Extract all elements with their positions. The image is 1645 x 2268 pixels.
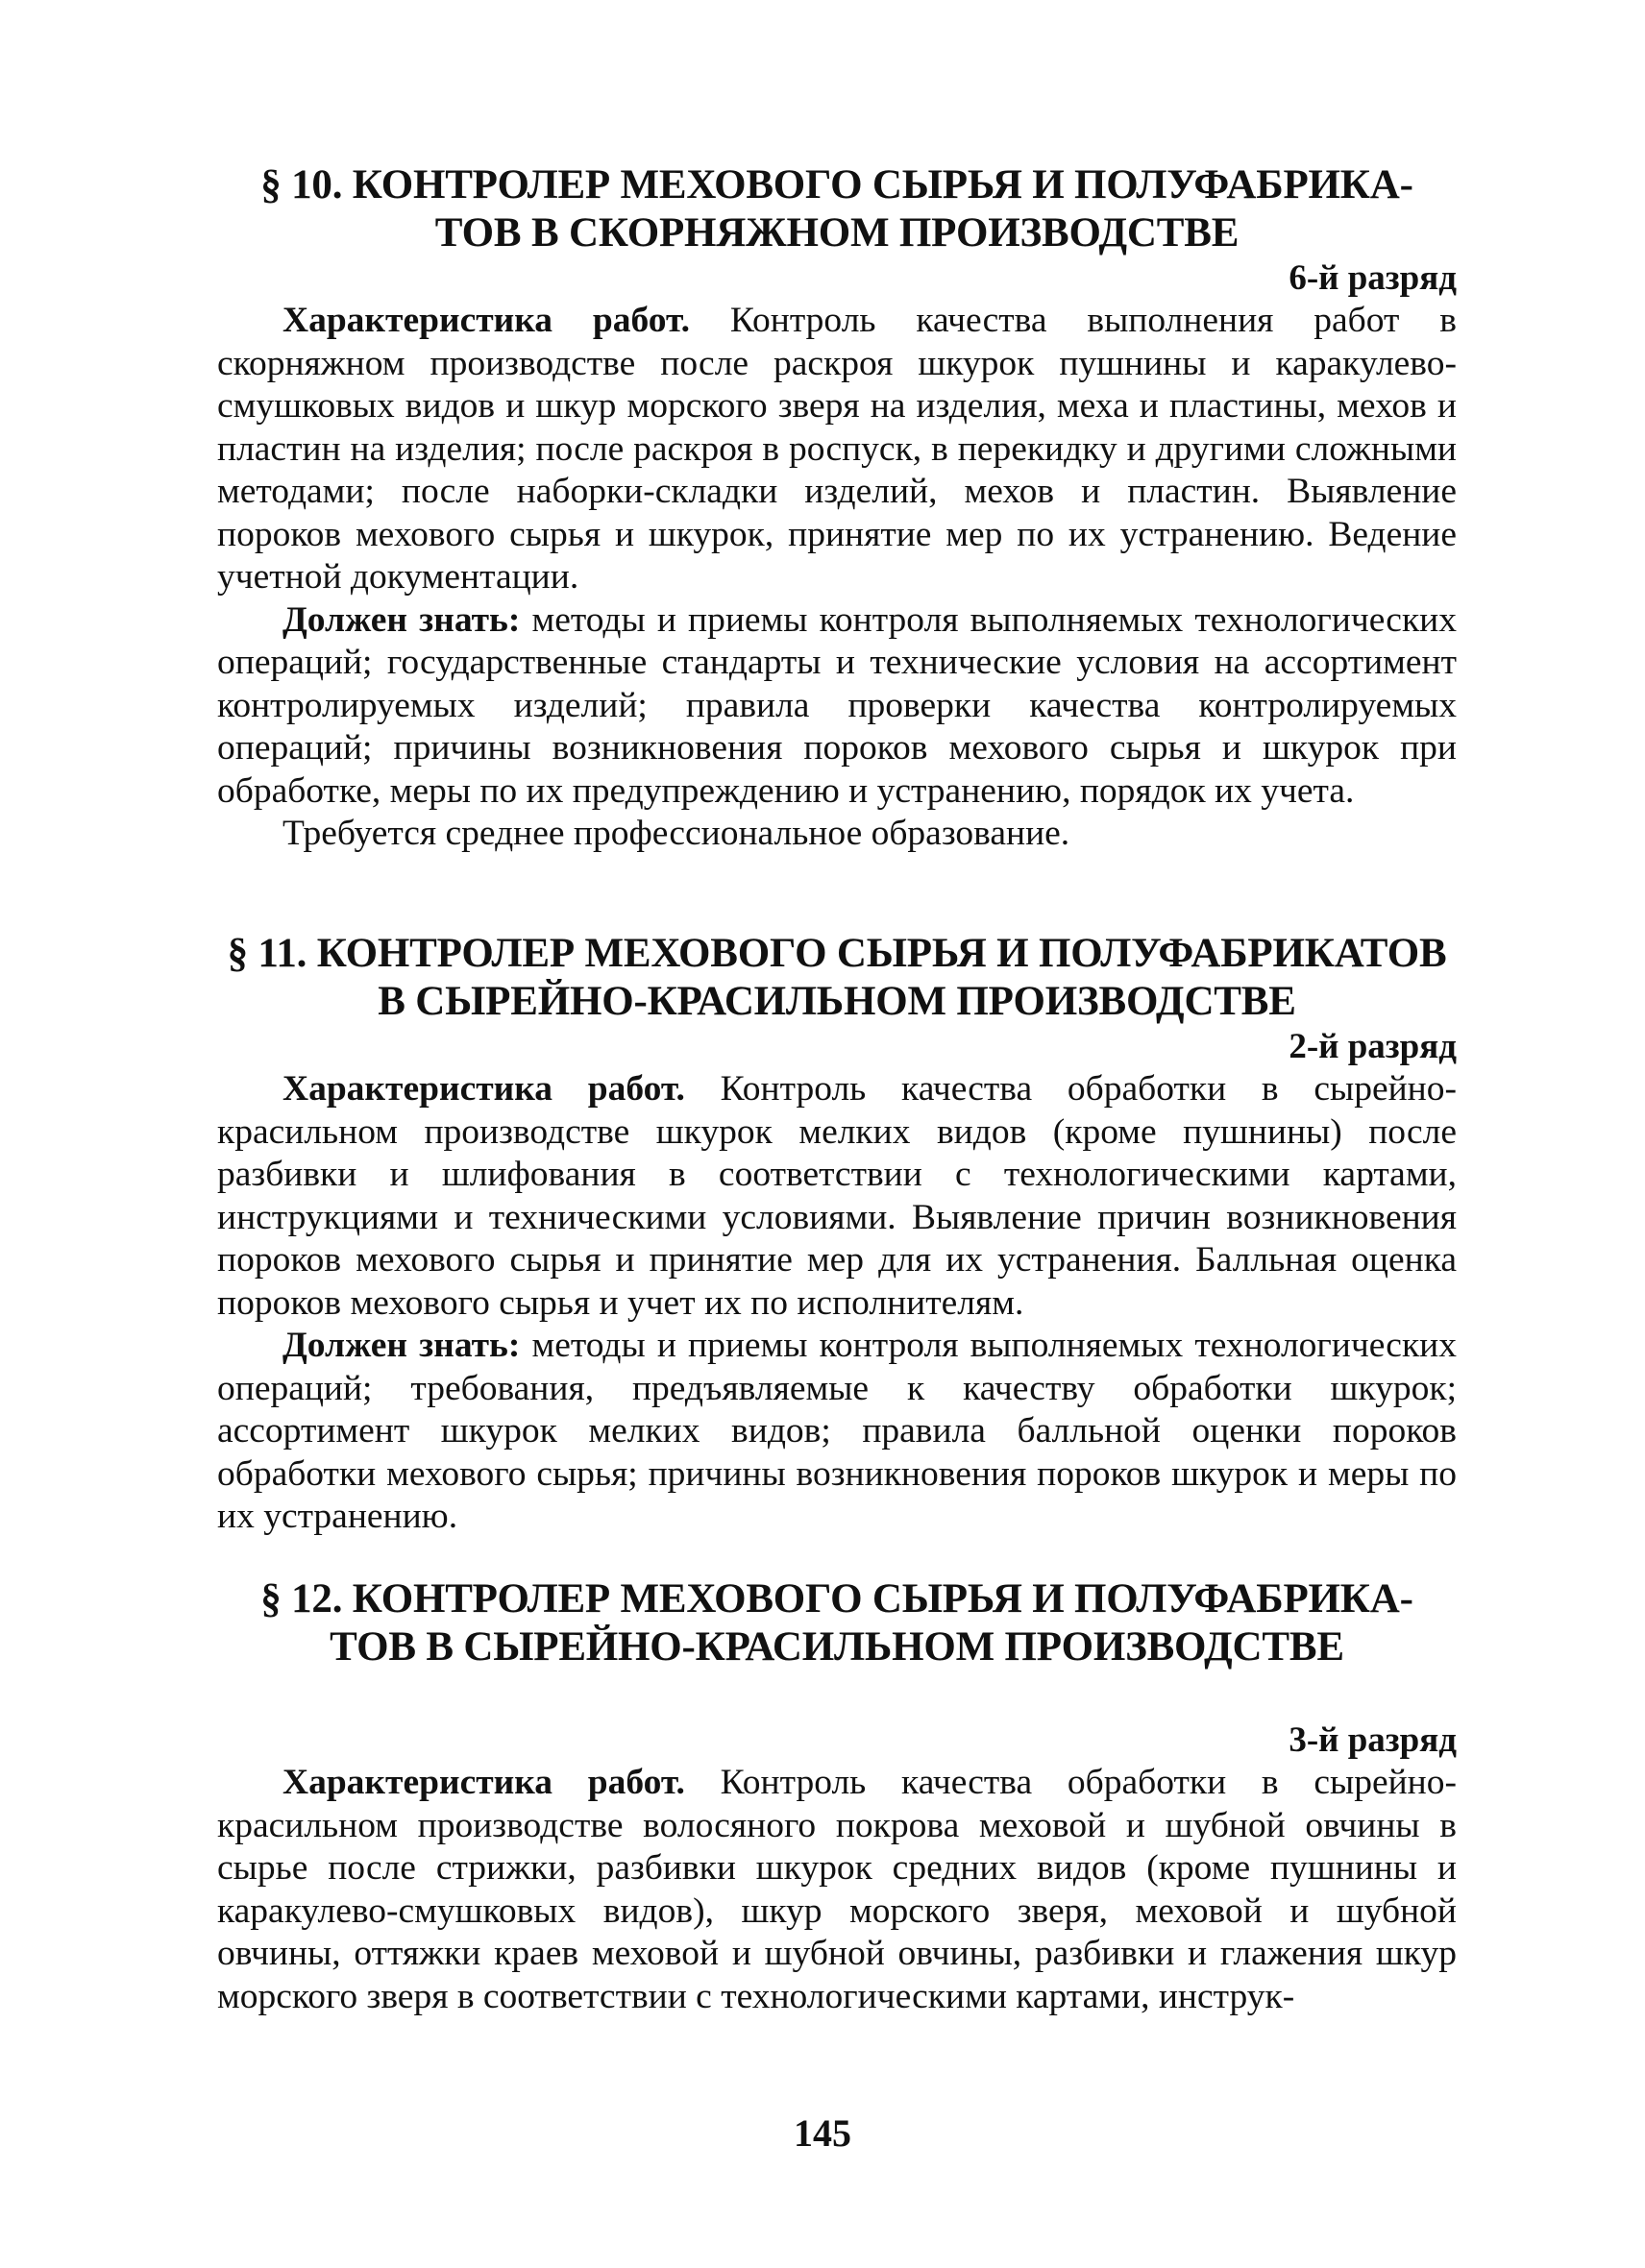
section-10-characteristics-text: Контроль качества выполнения работ в скорняжном производстве после раскроя шкурок пушнины и каракулево-смушковых видов и шкур морского зверя на изделия, меха и пластины, мехов и пластин на изделия; после раскроя в роспуск, в перекидку и другими сложными методами; после наборки-складки изделий, мехов и пластин. Выявление пороков мехового сырья и шкурок, принятие мер по их устранению. Ведение учетной документации. [217,301,1457,597]
section-11-knowledge [217,1325,1457,1539]
section-10-grade: 6-й разряд [1289,258,1457,298]
section-10-heading [217,161,1457,257]
section-10-knowledge-lead: Должен знать: [282,599,521,640]
section-11-characteristics-text: Контроль качества обработки в сырейно-красильном производстве шкурок мелких видов (кроме пушнины) после разбивки и шлифования в соответствии с технологическими картами, инструкциями и техническими условиями. Выявление причин возникновения пороков мехового сырья и принятие мер для их устранения. Балльная оценка пороков мехового сырья и учет их по исполнителям. [217,1069,1457,1323]
section-10-knowledge [217,599,1457,814]
section-11-knowledge-lead: Должен знать: [282,1326,521,1365]
section-12 [217,1575,1457,2018]
section-10 [217,161,1457,856]
section-11-knowledge-text: методы и приемы контроля выполняемых технологических операций; требования, предъявляемые к качеству обработки шкурок; ассортимент шкурок мелких видов; правила балльной оценки пороков обработки мехового сырья; причины возникновения пороков шкурок и меры по их устранению. [217,1326,1457,1536]
section-11-characteristics-lead: Характеристика работ. [282,1069,685,1109]
section-11-heading-line2: В СЫРЕЙНО-КРАСИЛЬНОМ ПРОИЗВОДСТВЕ [378,979,1296,1024]
section-11-grade: 2-й разряд [1289,1027,1457,1066]
section-10-characteristics [217,300,1457,599]
section-10-knowledge-text: методы и приемы контроля выполняемых технологических операций; государственные стандарты и технические условия на ассортимент контролируемых изделий; правила проверки качества контролируемых операций; причины возникновения пороков мехового сырья и шкурок при обработке, меры по их предупреждению и устранению, порядок их учета. [217,599,1457,811]
section-12-characteristics-lead: Характеристика работ. [282,1763,685,1802]
page-number: 145 [794,2111,851,2155]
section-12-grade: 3-й разряд [1289,1720,1457,1760]
section-10-heading-line1: § 10. КОНТРОЛЕР МЕХОВОГО СЫРЬЯ И ПОЛУФАБРИКА- [260,162,1413,207]
section-11 [217,930,1457,1539]
section-11-heading-line1: § 11. КОНТРОЛЕР МЕХОВОГО СЫРЬЯ И ПОЛУФАБРИКАТОВ [227,931,1447,976]
section-12-heading-line2: ТОВ В СЫРЕЙНО-КРАСИЛЬНОМ ПРОИЗВОДСТВЕ [330,1624,1344,1670]
section-12-characteristics [217,1762,1457,2018]
section-11-heading [217,930,1457,1026]
section-10-heading-line2: ТОВ В СКОРНЯЖНОМ ПРОИЗВОДСТВЕ [434,210,1240,256]
section-12-heading [217,1575,1457,1671]
section-10-characteristics-lead: Характеристика работ. [282,301,690,340]
section-11-characteristics [217,1068,1457,1325]
section-12-heading-line1: § 12. КОНТРОЛЕР МЕХОВОГО СЫРЬЯ И ПОЛУФАБРИКА- [260,1576,1413,1622]
section-12-characteristics-text: Контроль качества обработки в сырейно-красильном производстве волосяного покрова меховой и шубной овчины в сырье после стрижки, разбивки шкурок средних видов (кроме пушнины и каракулево-смушковых видов), шкур морского зверя, меховой и шубной овчины, оттяжки краев меховой и шубной овчины, разбивки и глажения шкур морского зверя в соответствии с технологическими картами, инструк- [217,1763,1457,2016]
section-10-education: Требуется среднее профессиональное образование. [282,814,1070,853]
